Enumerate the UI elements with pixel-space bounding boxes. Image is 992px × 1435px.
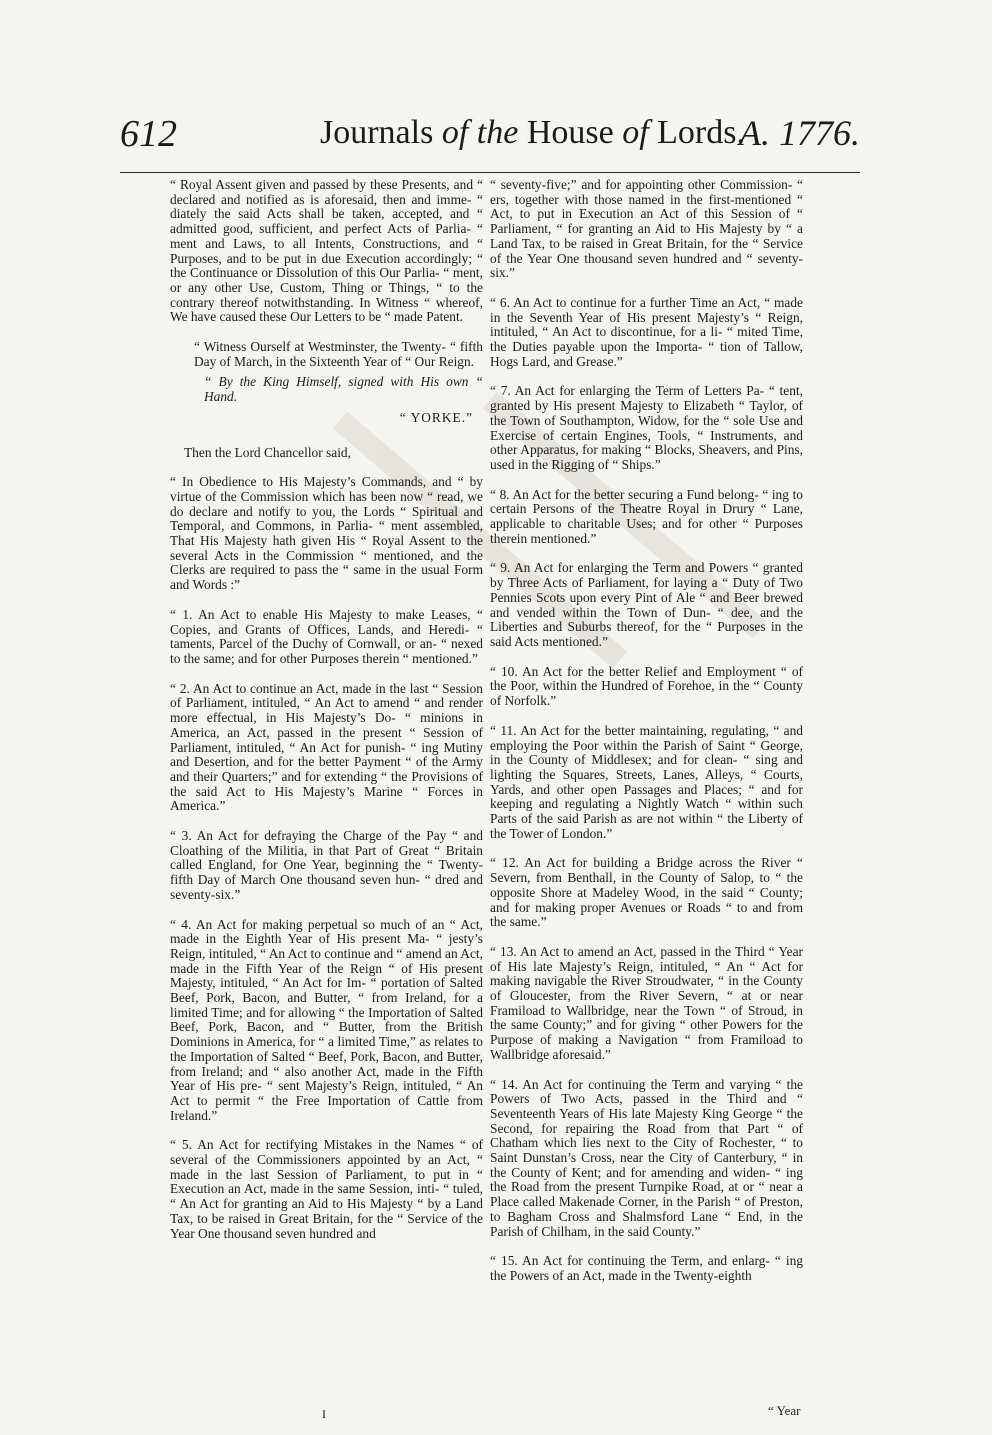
witness-paragraph: “ Witness Ourself at Westminster, the Twenty- “ fifth Day of March, in the Sixteenth Year of “ Our Reign. (194, 339, 483, 369)
act-12: “ 12. An Act for building a Bridge across the River “ Severn, from Benthall, in the County of Salop, to “ the opposite Shore at Madeley Wood, in the said “ County; and for making proper Avenues or Roads “ to and from the same.” (490, 855, 803, 930)
act-5-continued: “ seventy-five;” and for appointing other Commission- “ ers, together with those named in the first-mentioned “ Act, to put in Execution an Act of this Session of “ Parliament, “ for granting an Aid to His Majesty by “ a Land Tax, to be raised in Great Britain, for the “ Service of the Year One thousand seven hundred and “ seventy-six.” (490, 177, 803, 281)
signature-yorke: “ YORKE.” (399, 409, 473, 425)
year-heading: A. 1776. (739, 113, 860, 153)
act-4: “ 4. An Act for making perpetual so much of an “ Act, made in the Eighth Year of His present Ma- “ jesty’s Reign, intituled, “ An Act to continue and “ amend an Act, made in the Fifth Year of the Reign “ of His present Majesty, intituled, “ An Act for Im- “ portation of Salted Beef, Pork, Bacon, and Butter, “ from Ireland, for a limited Time; and for allowing “ the Importation of Salted Beef, Pork, Bacon, and “ Butter, from the British Dominions in America, for “ a limited Time,” as relates to the Importation of Salted “ Beef, Pork, Bacon, and Butter, from Ireland; and “ also another Act, made in the Fifth Year of His pre- “ sent Majesty’s Reign, intituled, “ An Act to permit “ the Free Importation of Cattle from Ireland.” (170, 916, 483, 1123)
right-column (490, 178, 803, 1299)
running-title (320, 114, 745, 152)
act-9: “ 9. An Act for enlarging the Term and Powers “ granted by Three Acts of Parliament, for laying a “ Duty of Two Pennies Scots upon every Pint of Ale “ and Beer brewed and vended within the Town of Dun- “ dee, and the Liberties and Suburbs thereof, for the “ Purposes in the said Acts mentioned.” (490, 560, 803, 649)
act-6: “ 6. An Act to continue for a further Time an Act, “ made in the Seventh Year of His present Majesty’s “ Reign, intituled, “ An Act to discontinue, for a li- “ mited Time, the Duties payable upon the Importa- “ tion of Tallow, Hogs Lard, and Grease.” (490, 294, 803, 369)
obedience-paragraph: “ In Obedience to His Majesty’s Commands, and “ by virtue of the Commission which has been now “ read, we do declare and notify to you, the Lords “ Spiritual and Temporal, and Commons, in Parlia- “ ment assembled, That His Majesty hath given His “ Royal Assent to the several Acts in the Commission “ mentioned, and the Clerks are required to pass the “ same in the usual Form and Words :” (170, 474, 483, 593)
act-1: “ 1. An Act to enable His Majesty to make Leases, “ Copies, and Grants of Offices, Lands, and Heredi- “ taments, Parcel of the Duchy of Cornwall, or an- “ nexed to the same; and for other Purposes therein “ mentioned.” (170, 606, 483, 666)
act-7: “ 7. An Act for enlarging the Term of Letters Pa- “ tent, granted by His present Majesty to Elizabeth “ Taylor, of the Town of Southampton, Widow, for the “ sole Use and Exercise of certain Engines, Tools, “ Instruments, and other Apparatus, for making “ Blocks, Sheavers, and Pins, used in the Rigging of “ Ships.” (490, 383, 803, 472)
act-13: “ 13. An Act to amend an Act, passed in the Third “ Year of His late Majesty’s Reign, intituled, “ An “ Act for making navigable the River Stroudwater, “ in the County of Gloucester, from the River Severn, “ at or near Framiload to Wallbridge, near the Town “ of Stroud, in the same County;” and for giving “ other Powers for the Purpose of making a Navigation “ from Framiload to Wallbridge aforesaid.” (490, 943, 803, 1062)
title-word-of: of (622, 114, 649, 151)
act-8: “ 8. An Act for the better securing a Fund belong- “ ing to certain Persons of the Theatre Royal in Drury “ Lane, applicable to charitable Uses; and for other “ Purposes therein mentioned.” (490, 486, 803, 546)
commission-paragraph: “ Royal Assent given and passed by these Presents, and “ declared and notified as is aforesaid, then and imme- “ diately the said Acts shall be taken, accepted, and “ admitted good, sufficient, and perfect Acts of Parlia- “ ment and Laws, to all Intents, Constructions, and “ Purposes, and to be put in due Execution accordingly; “ the Continuance or Dissolution of this Our Parlia- “ ment, or any other Use, Custom, Thing or Things, “ to the contrary thereof notwithstanding. In Witness “ whereof, We have caused these Our Letters to be “ made Patent. (170, 177, 483, 325)
signature-mark: I (322, 1407, 326, 1421)
page-number: 612 (120, 113, 177, 155)
title-word-lords: Lords. (657, 114, 745, 151)
title-word-of-the: of the (441, 114, 519, 151)
title-word-journals: Journals (320, 114, 434, 151)
catchword: “ Year (768, 1403, 801, 1418)
act-3: “ 3. An Act for defraying the Charge of the Pay “ and Cloathing of the Militia, in that Part of Great “ Britain called England, for One Year, beginning the “ Twenty-fifth Day of March One thousand seven hun- “ dred and seventy-six.” (170, 828, 483, 902)
act-14: “ 14. An Act for continuing the Term and varying “ the Powers of Two Acts, passed in the Third and “ Seventeenth Years of His late Majesty King George “ the Second, for repairing the Road from that Part “ of Chatham which lies next to the City of Rochester, “ to Saint Dunstan’s Cross, near the City of Canterbury, “ in the County of Kent; and for amending and widen- “ ing the Road from the present Turnpike Road, at or “ near a Place called Makenade Corner, in the Parish “ of Preston, to Bagham Cross and Shalmsford Lane “ End, in the Parish of Chilham, in the said County.” (490, 1076, 803, 1239)
act-15-start: “ 15. An Act for continuing the Term, and enlarg- “ ing the Powers of an Act, made in the Twenty-eighth (490, 1253, 803, 1283)
act-10: “ 10. An Act for the better Relief and Employment “ of the Poor, within the Hundred of Forehoe, in the “ County of Norfolk.” (490, 663, 803, 709)
act-11: “ 11. An Act for the better maintaining, regulating, “ and employing the Poor within the Parish of Saint “ George, in the County of Middlesex; and for clean- “ sing and lighting the Squares, Streets, Lanes, Alleys, “ Courts, Yards, and other open Passages and Places; “ and for keeping and regulating a Nightly Watch “ within such Parts of the said Parish as are not within “ the Liberty of the Tower of London.” (490, 722, 803, 841)
lord-chancellor-said: Then the Lord Chancellor said, (184, 444, 351, 460)
act-2: “ 2. An Act to continue an Act, made in the last “ Session of Parliament, intituled, “ An Act to amend “ and render more effectual, in His Majesty’s Do- “ minions in America, an Act, passed in the present “ Session of Parliament, intituled, “ An Act for punish- “ ing Mutiny and Desertion, and for the better Payment “ of the Army and their Quarters;” and for extending “ the Provisions of the said Act to His Majesty’s Marine “ Forces in America.” (170, 680, 483, 814)
page-header (120, 112, 860, 173)
title-word-house: House (526, 114, 614, 151)
signed-paragraph: “ By the King Himself, signed with His own “ Hand. (204, 374, 483, 405)
act-5-start: “ 5. An Act for rectifying Mistakes in the Names “ of several of the Commissioners appointed by an Act, “ made in the last Session of Parliament, to put in “ Execution an Act, made in the same Session, inti- “ tuled, “ An Act for granting an Aid to His Majesty “ by a Land Tax, to be raised in Great Britain, for the “ Service of the Year One thousand seven hundred and (170, 1137, 483, 1241)
left-column (170, 178, 483, 1256)
